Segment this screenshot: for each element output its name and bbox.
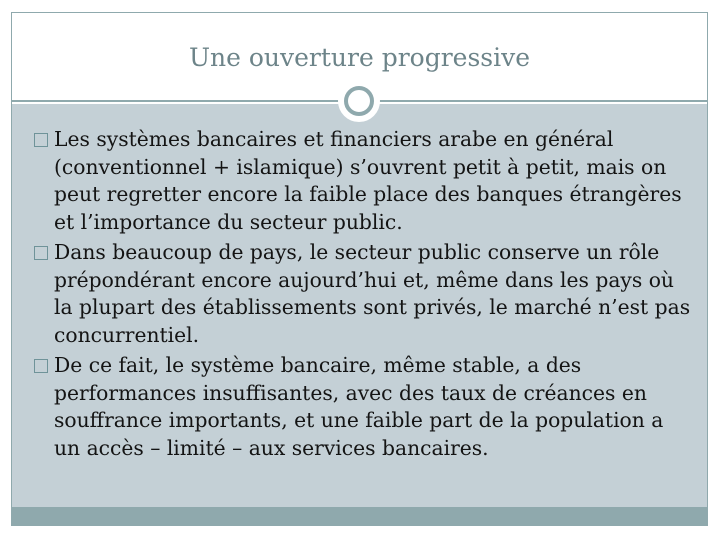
bullet-item-3	[34, 352, 694, 462]
square-bullet-icon	[34, 133, 48, 147]
square-bullet-icon	[34, 246, 48, 260]
bullet-item-1	[34, 126, 694, 236]
bullet-text-3: De ce fait, le système bancaire, même stable, a des performances insuffisantes, avec des taux de créances en souffrance importants, et une faible part de la population a un accès – limité – aux services bancaires.	[54, 353, 664, 460]
bullet-item-2	[34, 239, 694, 349]
slide-body	[34, 126, 694, 465]
slide	[11, 12, 708, 526]
slide-title: Une ouverture progressive	[188, 43, 531, 72]
circle-ring	[344, 86, 374, 116]
circle-ornament-icon	[338, 80, 380, 122]
bullet-text-2: Dans beaucoup de pays, le secteur public conserve un rôle prépondérant encore aujourd’hui et, même dans les pays où la plupart des établissements sont privés, le marché n’est pas concurrentiel.	[54, 240, 691, 347]
footer-band	[12, 507, 707, 525]
square-bullet-icon	[34, 359, 48, 373]
bullet-text-1: Les systèmes bancaires et financiers arabe en général (conventionnel + islamique) s’ouvrent petit à petit, mais on peut regretter encore la faible place des banques étrangères et l’importance du secteur public.	[54, 127, 682, 234]
